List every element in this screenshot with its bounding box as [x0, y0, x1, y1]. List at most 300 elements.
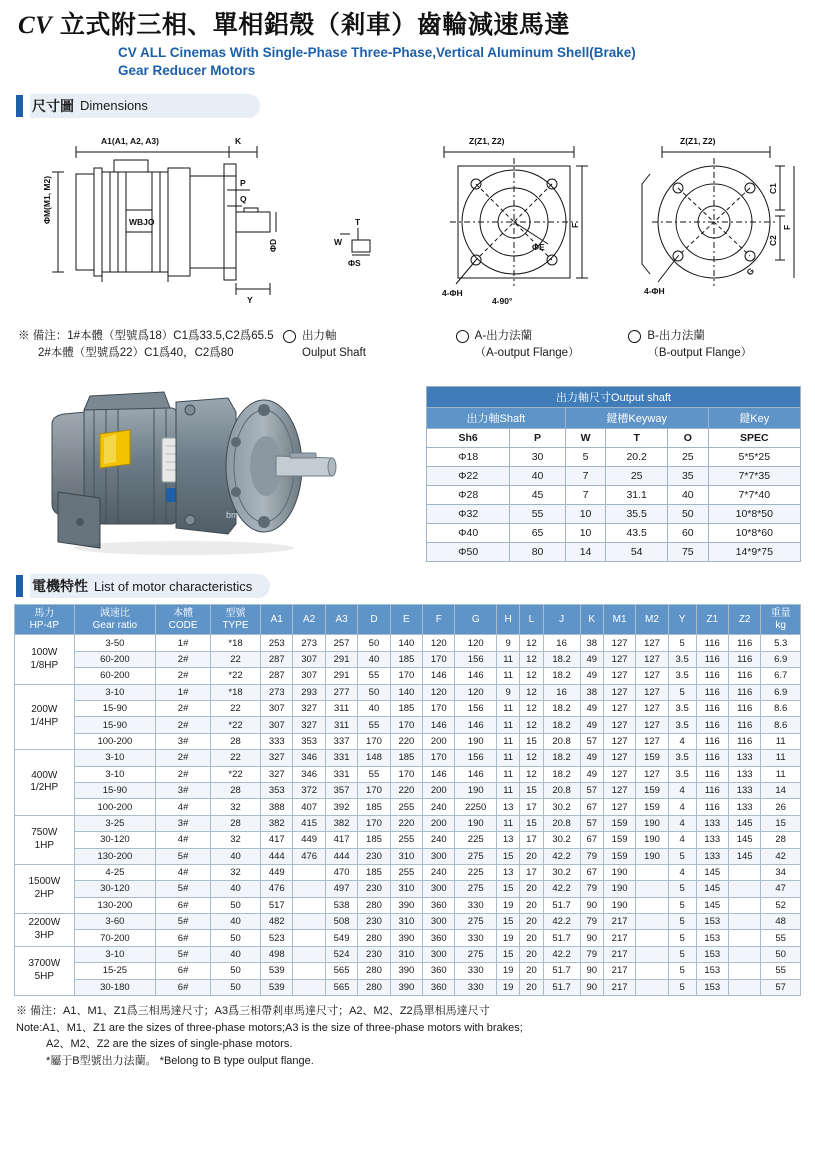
char-cell: 230 — [358, 914, 390, 930]
char-col-en: TYPE — [222, 619, 249, 631]
char-cell: 146 — [455, 668, 496, 684]
char-cell: 127 — [603, 717, 635, 733]
svg-text:4-90°: 4-90° — [492, 295, 513, 306]
char-column-header — [761, 605, 801, 635]
char-cell: 280 — [358, 897, 390, 913]
char-cell: 5 — [668, 963, 696, 979]
char-cell: 20 — [520, 881, 543, 897]
char-cell: 190 — [636, 832, 668, 848]
char-cell: 34 — [761, 864, 801, 880]
char-column-header — [696, 605, 728, 635]
char-cell: 255 — [390, 799, 422, 815]
char-table-header-row — [15, 605, 801, 635]
char-cell: 13 — [496, 864, 519, 880]
char-cell: 30.2 — [543, 799, 580, 815]
char-cell: 156 — [455, 750, 496, 766]
char-cell: 300 — [423, 881, 455, 897]
char-cell: 291 — [325, 668, 357, 684]
char-cell: 55 — [761, 930, 801, 946]
char-cell: 240 — [423, 864, 455, 880]
char-col-en: Z1 — [706, 614, 719, 626]
shaft-cell: 25 — [668, 448, 709, 467]
char-cell: 327 — [261, 750, 293, 766]
char-cell: 275 — [455, 914, 496, 930]
char-cell — [636, 930, 668, 946]
char-cell — [293, 914, 325, 930]
char-cell: 28 — [211, 815, 261, 831]
char-cell: 275 — [455, 848, 496, 864]
char-cell: 133 — [696, 832, 728, 848]
char-col-en: A1 — [270, 614, 283, 626]
char-cell: 3.5 — [668, 651, 696, 667]
char-cell: 159 — [603, 848, 635, 864]
char-cell: 116 — [696, 668, 728, 684]
char-cell: 15 — [496, 946, 519, 962]
char-column-header — [390, 605, 422, 635]
shaft-cell: 10*8*50 — [708, 505, 800, 524]
char-cell: 8.6 — [761, 717, 801, 733]
table-row — [15, 701, 801, 717]
char-cell: 20 — [520, 963, 543, 979]
char-cell: 333 — [261, 733, 293, 749]
char-cell: 22 — [211, 750, 261, 766]
char-cell: 14 — [761, 782, 801, 798]
char-cell: 153 — [696, 914, 728, 930]
char-hp-cell — [15, 635, 75, 684]
char-cell: 330 — [455, 897, 496, 913]
char-cell: 253 — [261, 635, 293, 651]
char-cell: 153 — [696, 946, 728, 962]
char-cell: 3.5 — [668, 717, 696, 733]
title-cv-prefix: CV — [18, 12, 53, 39]
char-cell: 6# — [156, 897, 211, 913]
shaft-cell: 40 — [510, 467, 566, 486]
char-cell: 293 — [293, 684, 325, 700]
char-col-en: G — [471, 614, 480, 626]
char-cell: 55 — [358, 766, 390, 782]
char-cell: 153 — [696, 963, 728, 979]
shaft-cell: 14 — [565, 543, 606, 562]
char-cell: 6# — [156, 963, 211, 979]
char-cell: 310 — [390, 848, 422, 864]
char-cell: 255 — [390, 832, 422, 848]
page-title — [18, 12, 797, 40]
footer-line-3: A2、M2、Z2 are the sizes of single-phase motors. — [46, 1038, 293, 1051]
shaft-cell: Φ22 — [427, 467, 510, 486]
char-cell — [728, 963, 760, 979]
char-cell: 30-180 — [74, 979, 156, 995]
char-cell: 498 — [261, 946, 293, 962]
char-column-header — [580, 605, 603, 635]
footer-line-2: Note:A1、M1、Z1 are the sizes of three-phase motors;A3 is the size of three-phase motors with brakes; — [16, 1021, 523, 1034]
char-cell: *18 — [211, 635, 261, 651]
char-cell: 9 — [496, 684, 519, 700]
char-cell: 5.3 — [761, 635, 801, 651]
char-cell: 40 — [358, 701, 390, 717]
table-row — [15, 668, 801, 684]
char-cell: 11 — [761, 766, 801, 782]
circle-marker-icon — [628, 330, 641, 343]
char-cell: 5 — [668, 930, 696, 946]
char-cell: 50 — [358, 684, 390, 700]
char-cell: 19 — [496, 963, 519, 979]
char-cell: 15 — [761, 815, 801, 831]
table-row — [15, 782, 801, 798]
char-column-header — [496, 605, 519, 635]
char-cell: 16 — [543, 635, 580, 651]
char-cell: 130-200 — [74, 848, 156, 864]
technical-drawings — [14, 124, 801, 324]
char-cell: 133 — [696, 815, 728, 831]
shaft-cell: 5*5*25 — [708, 448, 800, 467]
char-cell: 2# — [156, 750, 211, 766]
char-cell: 42.2 — [543, 881, 580, 897]
char-cell: 307 — [293, 651, 325, 667]
char-cell: 407 — [293, 799, 325, 815]
char-cell: 51.7 — [543, 897, 580, 913]
char-cell: 159 — [636, 750, 668, 766]
char-cell: 120 — [423, 635, 455, 651]
char-cell: 159 — [603, 815, 635, 831]
legend-flange-b-en: （B-output Flange） — [647, 347, 753, 360]
char-cell: 5 — [668, 848, 696, 864]
char-cell: 60-200 — [74, 651, 156, 667]
char-cell: 360 — [423, 979, 455, 995]
char-cell: 127 — [603, 750, 635, 766]
char-cell: 140 — [390, 684, 422, 700]
char-hp-cell — [15, 684, 75, 750]
shaft-table-body — [427, 448, 801, 562]
title-en-line1: CV ALL Cinemas With Single-Phase Three-Phase,Vertical Aluminum Shell(Brake) — [118, 44, 636, 60]
char-cell: 32 — [211, 864, 261, 880]
char-cell: 127 — [636, 668, 668, 684]
char-cell: 42 — [761, 848, 801, 864]
char-cell: 159 — [603, 832, 635, 848]
svg-text:K: K — [235, 135, 242, 146]
char-col-en: Z2 — [738, 614, 751, 626]
char-cell: 273 — [293, 635, 325, 651]
char-cell: 146 — [423, 766, 455, 782]
table-row — [15, 897, 801, 913]
char-cell: 116 — [696, 782, 728, 798]
char-cell: 185 — [390, 750, 422, 766]
table-row — [15, 717, 801, 733]
char-hp-zh: 750W — [31, 827, 58, 839]
shaft-table-title: 出力軸尺寸Output shaft — [427, 387, 801, 408]
char-cell: *22 — [211, 766, 261, 782]
char-cell: 159 — [636, 782, 668, 798]
char-cell: 6# — [156, 979, 211, 995]
char-cell: 55 — [358, 717, 390, 733]
char-cell: 327 — [293, 717, 325, 733]
char-cell: 2250 — [455, 799, 496, 815]
char-col-en: M2 — [645, 614, 659, 626]
char-cell: 12 — [520, 651, 543, 667]
char-cell: 30-120 — [74, 832, 156, 848]
legend-flange-b — [628, 328, 801, 363]
char-cell: 346 — [293, 750, 325, 766]
char-cell: 331 — [325, 750, 357, 766]
shaft-cell: 54 — [606, 543, 668, 562]
char-cell: 310 — [390, 946, 422, 962]
char-cell: 5 — [668, 635, 696, 651]
char-cell: 20.8 — [543, 733, 580, 749]
char-cell: 42.2 — [543, 946, 580, 962]
char-cell: 3-10 — [74, 684, 156, 700]
char-cell: 11 — [761, 733, 801, 749]
shaft-cell: 40 — [668, 486, 709, 505]
char-cell: 170 — [358, 815, 390, 831]
title-english — [18, 44, 797, 80]
char-hp-zh: 2200W — [28, 917, 61, 929]
circle-marker-icon — [456, 330, 469, 343]
char-column-header — [325, 605, 357, 635]
char-cell: 79 — [580, 946, 603, 962]
char-cell: 15-90 — [74, 701, 156, 717]
shaft-cell: 20.2 — [606, 448, 668, 467]
char-cell: 116 — [696, 635, 728, 651]
char-cell: 185 — [358, 864, 390, 880]
char-cell: 49 — [580, 701, 603, 717]
char-cell: 200 — [423, 815, 455, 831]
char-cell: 49 — [580, 766, 603, 782]
shaft-col-w: W — [565, 429, 606, 448]
table-row — [15, 750, 801, 766]
char-cell: 3# — [156, 815, 211, 831]
shaft-cell: Φ40 — [427, 524, 510, 543]
legend-flange-a — [456, 328, 629, 363]
char-cell: 130-200 — [74, 897, 156, 913]
char-hp-en: 1/8HP — [30, 659, 59, 671]
char-cell: 5 — [668, 684, 696, 700]
output-shaft-table — [426, 386, 801, 562]
char-cell: 127 — [603, 766, 635, 782]
char-cell: 11 — [496, 782, 519, 798]
char-cell — [636, 897, 668, 913]
char-cell: 3.5 — [668, 750, 696, 766]
char-cell: 52 — [761, 897, 801, 913]
product-photo-and-shaft-table — [14, 372, 801, 562]
char-cell: 49 — [580, 651, 603, 667]
char-cell: 185 — [390, 701, 422, 717]
char-cell: 17 — [520, 799, 543, 815]
shaft-cell: 35.5 — [606, 505, 668, 524]
char-cell: 26 — [761, 799, 801, 815]
shaft-cell: 7*7*35 — [708, 467, 800, 486]
section-accent-bar — [16, 95, 23, 117]
table-row — [15, 684, 801, 700]
char-cell: 127 — [603, 782, 635, 798]
char-cell: 3.5 — [668, 668, 696, 684]
char-cell — [728, 897, 760, 913]
char-cell: 15 — [520, 815, 543, 831]
char-cell: 3-10 — [74, 946, 156, 962]
char-cell: 2# — [156, 701, 211, 717]
char-cell: 50 — [358, 635, 390, 651]
char-cell: 3-50 — [74, 635, 156, 651]
char-cell: 16 — [543, 684, 580, 700]
char-cell: 5 — [668, 881, 696, 897]
char-column-header — [74, 605, 156, 635]
char-cell — [293, 864, 325, 880]
char-cell: 145 — [728, 815, 760, 831]
svg-text:Z(Z1, Z2): Z(Z1, Z2) — [469, 135, 505, 146]
char-cell: 307 — [261, 701, 293, 717]
char-cell: 57 — [580, 782, 603, 798]
char-cell — [293, 963, 325, 979]
char-cell: 28 — [761, 832, 801, 848]
char-cell: 275 — [455, 946, 496, 962]
svg-text:4-ΦH: 4-ΦH — [442, 287, 463, 298]
char-cell: 327 — [261, 766, 293, 782]
char-cell: 15 — [496, 881, 519, 897]
shaft-cell: 7 — [565, 486, 606, 505]
char-cell: 353 — [293, 733, 325, 749]
shaft-cell: 30 — [510, 448, 566, 467]
char-cell: 539 — [261, 963, 293, 979]
table-row — [15, 815, 801, 831]
char-cell: 217 — [603, 914, 635, 930]
shaft-cell: Φ50 — [427, 543, 510, 562]
char-cell: 12 — [520, 684, 543, 700]
char-cell: 508 — [325, 914, 357, 930]
char-cell: 120 — [455, 684, 496, 700]
char-cell: 133 — [728, 766, 760, 782]
char-cell: 190 — [603, 864, 635, 880]
char-cell: 353 — [261, 782, 293, 798]
footer-line-4: *屬于B型號出力法蘭。 *Belong to B type oulput flange. — [46, 1054, 314, 1067]
section-characteristics-zh: 電機特性 — [32, 578, 88, 595]
section-dimensions-zh: 尺寸圖 — [32, 97, 74, 114]
char-cell: 230 — [358, 848, 390, 864]
char-cell: 12 — [520, 766, 543, 782]
char-cell: 116 — [696, 799, 728, 815]
char-hp-cell — [15, 815, 75, 864]
char-cell: 300 — [423, 946, 455, 962]
shaft-cell: 55 — [510, 505, 566, 524]
drawings-svg — [14, 124, 801, 324]
char-cell: 70-200 — [74, 930, 156, 946]
char-cell: 127 — [636, 651, 668, 667]
char-cell: 146 — [455, 766, 496, 782]
shaft-cell: Φ32 — [427, 505, 510, 524]
char-cell: 133 — [728, 750, 760, 766]
motor-characteristics-table — [14, 604, 801, 996]
char-cell: 156 — [455, 701, 496, 717]
shaft-cell: 7*7*40 — [708, 486, 800, 505]
char-col-en: D — [370, 614, 378, 626]
char-cell: 13 — [496, 832, 519, 848]
dimension-note-text — [18, 328, 283, 363]
section-dimensions-en: Dimensions — [80, 98, 148, 114]
char-cell: 47 — [761, 881, 801, 897]
svg-text:Z(Z1, Z2): Z(Z1, Z2) — [680, 135, 716, 146]
char-cell — [293, 946, 325, 962]
char-cell: 146 — [423, 668, 455, 684]
char-cell: *18 — [211, 684, 261, 700]
char-cell: 11 — [496, 701, 519, 717]
char-cell: 300 — [423, 914, 455, 930]
svg-text:F: F — [570, 222, 580, 228]
char-column-header — [156, 605, 211, 635]
product-photo — [14, 372, 414, 557]
char-cell: 6.9 — [761, 684, 801, 700]
table-row — [427, 524, 801, 543]
char-cell: 330 — [455, 979, 496, 995]
dimension-notes — [14, 328, 801, 363]
char-cell: 49 — [580, 668, 603, 684]
table-row — [15, 930, 801, 946]
char-cell: 18.2 — [543, 651, 580, 667]
char-cell: 330 — [455, 930, 496, 946]
char-cell: 310 — [390, 881, 422, 897]
char-column-header — [358, 605, 390, 635]
char-cell: 100-200 — [74, 799, 156, 815]
shaft-cell: 14*9*75 — [708, 543, 800, 562]
char-cell: 217 — [603, 979, 635, 995]
char-cell: 57 — [580, 733, 603, 749]
legend-output-shaft — [283, 328, 456, 363]
char-cell: 170 — [390, 717, 422, 733]
char-cell: 15 — [496, 914, 519, 930]
table-row — [15, 848, 801, 864]
char-cell: 116 — [696, 717, 728, 733]
char-col-en: L — [528, 614, 535, 626]
char-cell: 127 — [603, 701, 635, 717]
char-column-header — [455, 605, 496, 635]
char-cell: 145 — [696, 897, 728, 913]
svg-text:ΦM(M1, M2): ΦM(M1, M2) — [42, 175, 52, 224]
char-cell: 30.2 — [543, 832, 580, 848]
shaft-cell: 60 — [668, 524, 709, 543]
char-cell: 307 — [293, 668, 325, 684]
char-cell: 220 — [390, 733, 422, 749]
char-cell: 116 — [728, 701, 760, 717]
char-cell: 13 — [496, 799, 519, 815]
char-cell: 145 — [728, 848, 760, 864]
char-cell: 79 — [580, 914, 603, 930]
char-cell: 307 — [261, 717, 293, 733]
char-cell: 133 — [728, 782, 760, 798]
char-cell: 230 — [358, 946, 390, 962]
char-cell: 116 — [728, 717, 760, 733]
char-cell: 1# — [156, 635, 211, 651]
char-cell: 2# — [156, 668, 211, 684]
svg-text:C2: C2 — [768, 235, 778, 246]
char-cell: 20 — [520, 848, 543, 864]
char-hp-en: 3HP — [34, 929, 55, 941]
char-cell: 28 — [211, 782, 261, 798]
shaft-table-title-row — [427, 387, 801, 408]
note-line-2: 2#本體（型號爲22）C1爲40，C2爲80 — [38, 347, 234, 360]
char-cell: 170 — [423, 701, 455, 717]
char-cell: 523 — [261, 930, 293, 946]
char-cell: 565 — [325, 979, 357, 995]
table-row — [15, 963, 801, 979]
char-cell: 382 — [261, 815, 293, 831]
char-cell: 116 — [696, 701, 728, 717]
char-cell — [636, 946, 668, 962]
char-cell: 449 — [261, 864, 293, 880]
table-row — [15, 881, 801, 897]
char-cell: 127 — [603, 668, 635, 684]
char-cell: 11 — [496, 668, 519, 684]
table-row — [427, 448, 801, 467]
char-cell: 5# — [156, 848, 211, 864]
char-cell: 382 — [325, 815, 357, 831]
char-cell: 55 — [358, 668, 390, 684]
char-cell: 330 — [455, 963, 496, 979]
